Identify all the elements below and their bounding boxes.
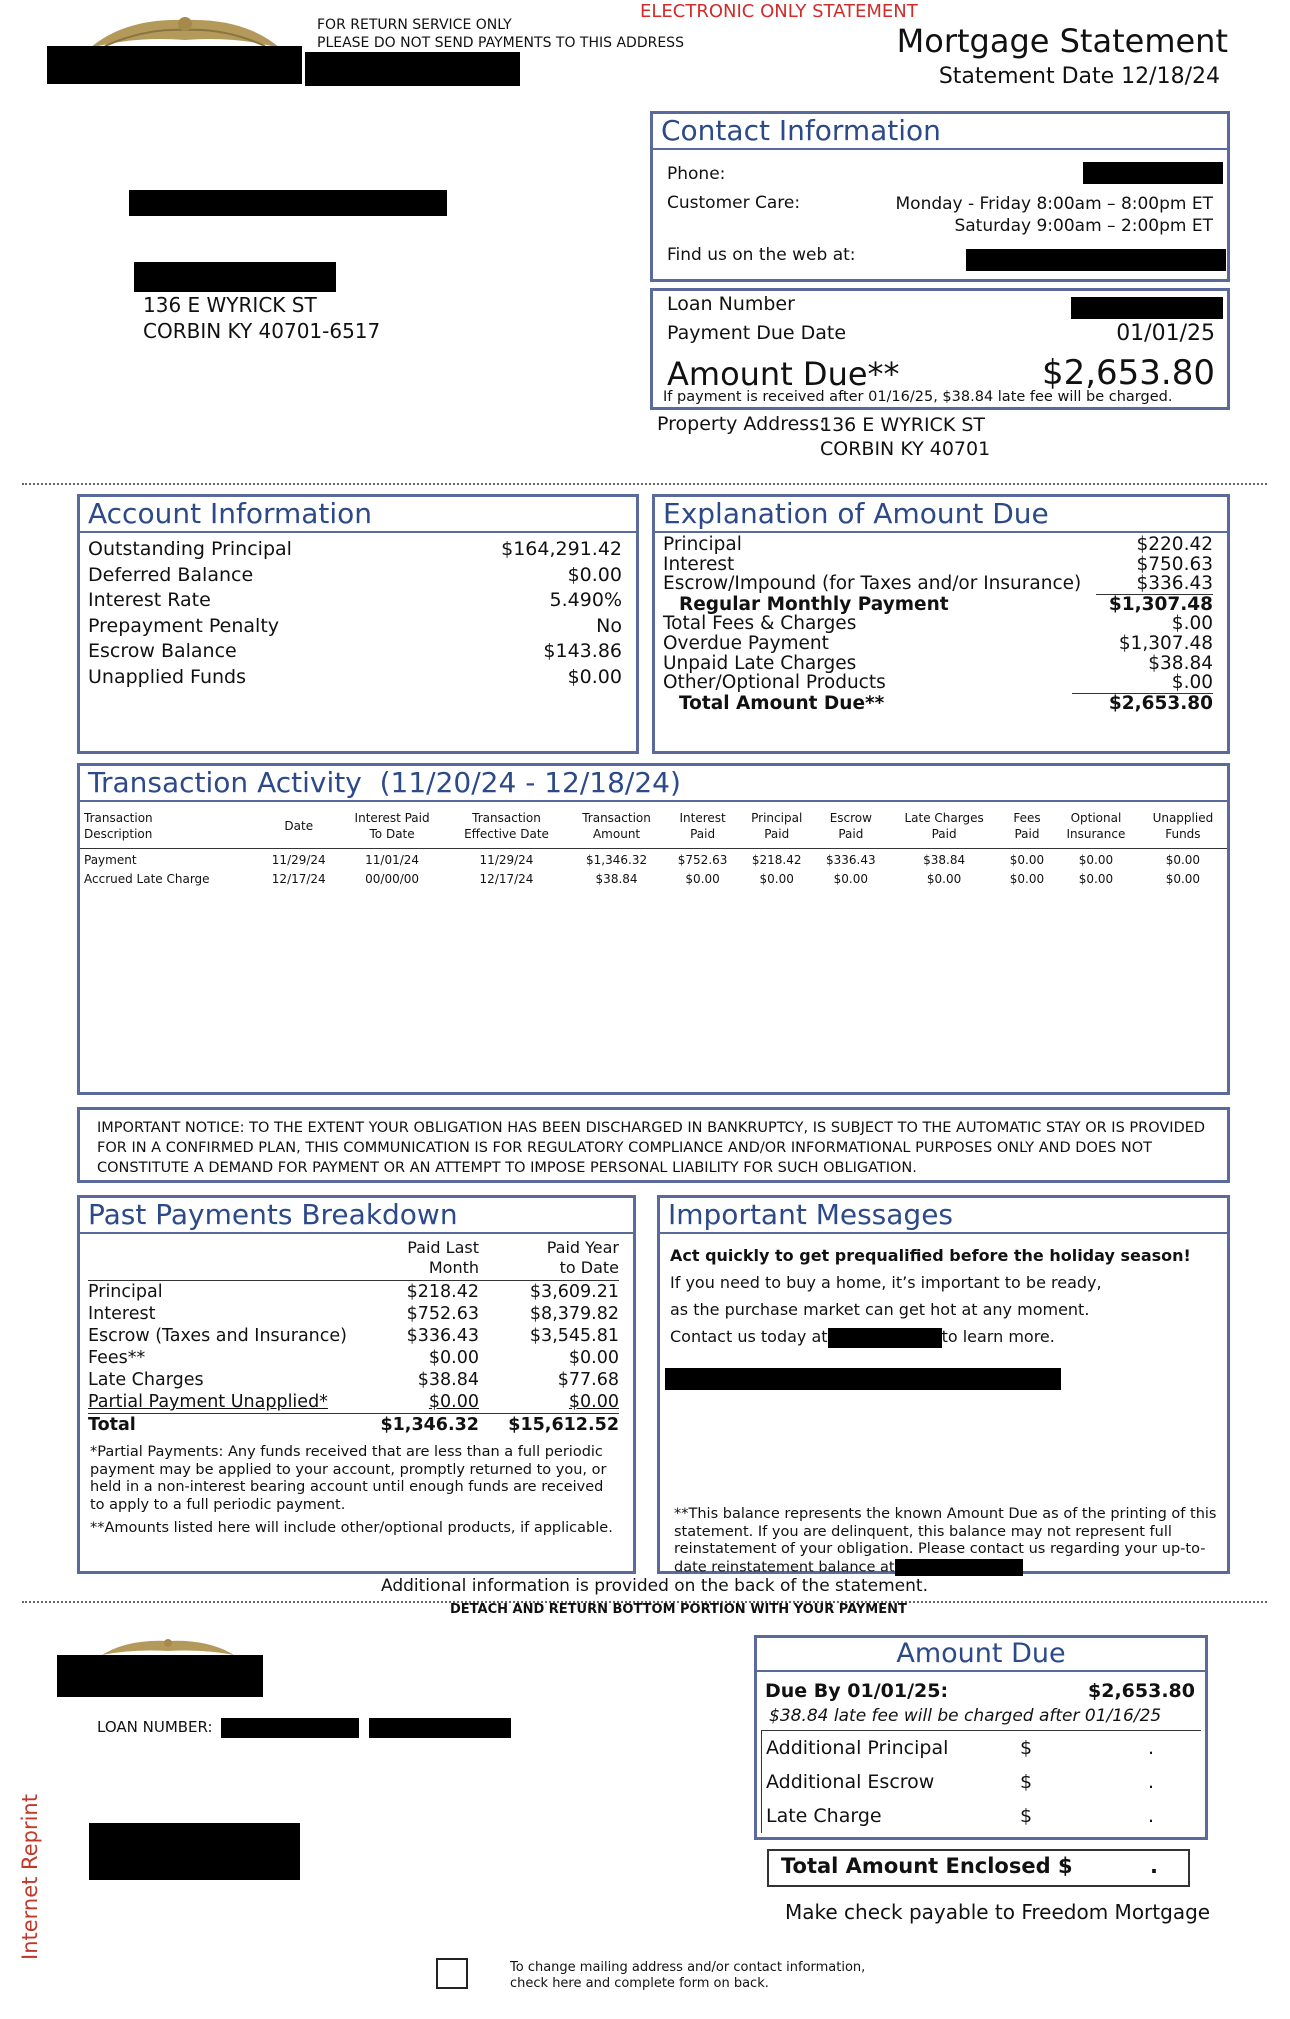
bankruptcy-notice-text: IMPORTANT NOTICE: TO THE EXTENT YOUR OBLIGATION HAS BEEN DISCHARGED IN BANKRUPTCY, IS SUBJECT TO THE AUTOMATIC STAY OR IS PROVIDED FOR IN A CONFIRMED PLAN, THIS COMMUNICATION IS FOR REGULATORY COMPLIANCE AND/OR INFORMATIONAL PURPOSES ONLY AND DOES NOT CONSTITUTE A DEMAND FOR PAYMENT OR AN ATTEMPT TO IMPOSE PERSONAL LIABILITY FOR SUCH OBLIGATION.: [97, 1120, 1206, 1176]
coupon-late-note: $38.84 late fee will be charged after 01/16/25: [761, 1704, 1201, 1731]
explanation-heading: Explanation of Amount Due: [655, 497, 1227, 533]
redacted-contact-phone: [828, 1328, 942, 1348]
past-payments-table: Paid Last Month Paid Year to Date Principal $218.42 $3,609.21 Interest $752.63 $8,379.82 Escrow (Taxes and Insurance) $336.43 $3,545.81 Fees** $0.00 $0.00 Late Charges $38.84 $77.68 Partial Payment Unapplied* $0.00 $0.00 Total $1,346.32 $15,612.52 *Partial Payments: Any funds received that are less than a full periodic payment may be applied to your account, promptly returned to you, or held in a non-interest bearing account until enough funds are received to apply to a full periodic payment. **Amounts listed here will include other/optional products, if applicable.: [88, 1238, 619, 1536]
transaction-cell: $38.84: [923, 853, 966, 867]
late-fee-note: If payment is received after 01/16/25, $38.84 late fee will be charged.: [663, 389, 1173, 405]
electronic-only-label: ELECTRONIC ONLY STATEMENT: [640, 1, 918, 22]
due-date-label: Payment Due Date: [667, 322, 847, 344]
coupon-amount-due-box: [754, 1635, 1208, 1840]
loan-summary-box: [650, 288, 1230, 410]
optional-products-note: **Amounts listed here will include other/optional products, if applicable.: [90, 1520, 613, 1536]
past-payments-row: Interest $752.63 $8,379.82: [88, 1304, 619, 1324]
transaction-cell: 11/29/24: [271, 853, 326, 867]
transaction-column-header: Transaction Effective Date: [446, 808, 567, 849]
transaction-cell: $0.00: [1009, 872, 1045, 886]
message-headline: Act quickly to get prequalified before the holiday season!: [670, 1246, 1191, 1265]
bankruptcy-notice-box: [77, 1107, 1230, 1183]
redacted-recipient-line: [129, 190, 447, 216]
coupon-due-amount: $2,653.80: [1088, 1680, 1195, 1702]
return-service-notice: FOR RETURN SERVICE ONLY PLEASE DO NOT SEND PAYMENTS TO THIS ADDRESS: [317, 17, 684, 51]
detach-instruction: DETACH AND RETURN BOTTOM PORTION WITH YOUR PAYMENT: [450, 1602, 907, 1617]
account-row: Prepayment Penalty No: [88, 614, 622, 637]
transaction-cell: Accrued Late Charge: [84, 872, 210, 886]
separator-top: [22, 483, 1267, 485]
transaction-cell: $218.42: [751, 853, 802, 867]
customer-care-hours: Monday - Friday 8:00am – 8:00pm ET Saturday 9:00am – 2:00pm ET: [895, 194, 1213, 236]
total-enclosed-label: Total Amount Enclosed $: [781, 1854, 1073, 1878]
redacted-recipient-name: [134, 262, 336, 292]
transaction-cell: 12/17/24: [271, 872, 326, 886]
transaction-cell: 00/00/00: [365, 872, 420, 886]
loan-number-label: Loan Number: [667, 293, 795, 315]
transaction-cell: $0.00: [1165, 853, 1201, 867]
transaction-column-header: Fees Paid: [1001, 808, 1053, 849]
account-row: Unapplied Funds $0.00: [88, 665, 622, 688]
partial-payment-note: *Partial Payments: Any funds received that are less than a full periodic payment may be applied to your account, promptly returned to you, or held in a non-interest bearing account until enough funds are received to apply to a full periodic payment.: [90, 1444, 607, 1513]
transaction-column-header: Late Charges Paid: [887, 808, 1000, 849]
account-row: Outstanding Principal $164,291.42: [88, 538, 622, 560]
transaction-row: [80, 849, 1227, 869]
additional-info-note: Additional information is provided on the back of the statement.: [381, 1576, 928, 1596]
coupon-loan-number-label: LOAN NUMBER:: [97, 1718, 213, 1736]
recipient-address: 136 E WYRICK ST CORBIN KY 40701-6517: [143, 293, 381, 343]
redacted-loan-number: [1071, 297, 1223, 319]
contact-us-line: Contact us today at to learn more.: [670, 1327, 1055, 1346]
account-info-rows: [80, 533, 636, 690]
transaction-activity-box: [77, 763, 1230, 1095]
amount-due-label: Amount Due**: [667, 355, 900, 393]
redacted-sender-address: [305, 52, 520, 86]
transaction-column-header: Date: [259, 808, 338, 849]
redacted-phone: [1083, 162, 1223, 184]
transaction-column-header: Interest Paid To Date: [338, 808, 446, 849]
redacted-coupon-recipient: [89, 1823, 300, 1880]
transaction-cell: $1,346.32: [586, 853, 648, 867]
redacted-message-line: [665, 1368, 1061, 1390]
past-payments-row: Partial Payment Unapplied* $0.00 $0.00: [88, 1392, 619, 1412]
coupon-line-additional-escrow[interactable]: Additional Escrow $ .: [761, 1765, 1205, 1799]
redacted-coupon-sender: [57, 1655, 263, 1697]
transaction-cell: Payment: [84, 853, 137, 867]
phone-label: Phone:: [667, 164, 726, 184]
account-row: Escrow Balance $143.86: [88, 640, 622, 662]
past-payments-row: Late Charges $38.84 $77.68: [88, 1370, 619, 1390]
important-messages-box: Important Messages Act quickly to get prequalified before the holiday season! If you need to buy a home, it’s important to be ready, as the purchase market can get hot at any moment. Contact us today at to learn more. **This balance represents the known Amount Due as of the printing of this statement. If you are delinquent, this balance may not represent full reinstatement of your obligation. Please contact us regarding your up-to-date reinstatement balance at: [657, 1195, 1230, 1574]
redacted-coupon-loan-number: [221, 1718, 359, 1738]
balance-note: **This balance represents the known Amount Due as of the printing of this statement. If you are delinquent, this balance may not represent full reinstatement of your obligation. Please contact us regarding your up-to-date reinstatement balance at: [674, 1506, 1217, 1575]
coupon-line-additional-principal[interactable]: Additional Principal $ .: [761, 1731, 1205, 1765]
transaction-cell: 12/17/24: [479, 872, 534, 886]
transaction-column-header: Unapplied Funds: [1139, 808, 1227, 849]
transaction-cell: $0.00: [1078, 853, 1114, 867]
transaction-table: [80, 808, 1227, 887]
past-payments-row: Principal $218.42 $3,609.21: [88, 1282, 619, 1302]
transaction-column-header: Interest Paid: [666, 808, 739, 849]
property-address-label: Property Address:: [657, 413, 826, 435]
account-info-heading: Account Information: [80, 497, 636, 533]
customer-care-label: Customer Care:: [667, 193, 801, 213]
payable-to-note: Make check payable to Freedom Mortgage: [785, 1900, 1211, 1924]
transaction-cell: 11/29/24: [479, 853, 534, 867]
coupon-line-late-charge[interactable]: Late Charge $ .: [761, 1799, 1205, 1833]
total-enclosed-input[interactable]: .: [1150, 1854, 1158, 1878]
past-payments-box: [77, 1195, 636, 1574]
redacted-sender-name: [47, 46, 302, 84]
important-messages-heading: Important Messages: [660, 1198, 1227, 1234]
change-address-checkbox[interactable]: [436, 1958, 468, 1989]
web-label: Find us on the web at:: [667, 245, 856, 265]
coupon-due-by: Due By 01/01/25:: [765, 1680, 949, 1702]
account-row: Deferred Balance $0.00: [88, 563, 622, 586]
transaction-cell: $752.63: [677, 853, 728, 867]
transaction-cell: $0.00: [759, 872, 794, 886]
account-row: Interest Rate 5.490%: [88, 589, 622, 611]
transaction-column-header: Transaction Description: [80, 808, 259, 849]
statement-date: Statement Date 12/18/24: [938, 64, 1220, 89]
transaction-cell: $0.00: [685, 872, 720, 886]
transaction-column-header: Transaction Amount: [567, 808, 666, 849]
property-address: 136 E WYRICK ST CORBIN KY 40701: [820, 414, 991, 460]
due-date-value: 01/01/25: [1116, 321, 1215, 346]
past-payments-row: Escrow (Taxes and Insurance) $336.43 $3,545.81: [88, 1326, 619, 1346]
past-payments-heading: Past Payments Breakdown: [80, 1198, 633, 1234]
transaction-cell: $0.00: [833, 872, 868, 886]
transaction-cell: 11/01/24: [365, 853, 420, 867]
transaction-cell: $336.43: [826, 853, 876, 867]
transaction-activity-heading: Transaction Activity (11/20/24 - 12/18/24): [80, 766, 1227, 802]
contact-info-heading: Contact Information: [653, 114, 1227, 150]
explanation-box: [652, 494, 1230, 754]
explanation-rows: Principal $220.42 Interest $750.63 Escrow/Impound (for Taxes and/or Insurance) $336.43 Regular Monthly Payment $1,307.48 Total Fees & Charges $.00 Overdue Payment $1,307.48 Unpaid Late Charges $38.84 Other/Optional Products $.00 Total Amount Due** $2,653.80: [663, 534, 1213, 714]
statement-title: Mortgage Statement: [896, 22, 1228, 60]
redacted-website: [966, 249, 1226, 271]
amount-due-value: $2,653.80: [1041, 353, 1215, 393]
past-payments-total-row: Total $1,346.32 $15,612.52: [88, 1415, 619, 1435]
change-address-note: To change mailing address and/or contact information, check here and complete form on back.: [510, 1960, 866, 1991]
coupon-eagle-logo: [98, 1635, 238, 1657]
transaction-column-header: Optional Insurance: [1053, 808, 1139, 849]
past-payments-row: Fees** $0.00 $0.00: [88, 1348, 619, 1368]
transaction-cell: $0.00: [1078, 872, 1114, 886]
transaction-cell: $0.00: [1165, 872, 1201, 886]
account-info-box: [77, 494, 639, 754]
coupon-amount-due-heading: Amount Due: [757, 1638, 1205, 1672]
transaction-column-header: Principal Paid: [739, 808, 814, 849]
total-enclosed-box: [767, 1849, 1190, 1887]
internet-reprint-label: Internet Reprint: [18, 1794, 42, 1960]
transaction-cell: $0.00: [1009, 853, 1045, 867]
redacted-balance-phone: [895, 1559, 1023, 1576]
redacted-coupon-loan-number-2: [369, 1718, 511, 1738]
contact-info-box: [650, 111, 1230, 282]
transaction-row: [80, 868, 1227, 887]
transaction-cell: $0.00: [926, 872, 962, 886]
transaction-column-header: Escrow Paid: [814, 808, 887, 849]
transaction-cell: $38.84: [595, 872, 638, 886]
